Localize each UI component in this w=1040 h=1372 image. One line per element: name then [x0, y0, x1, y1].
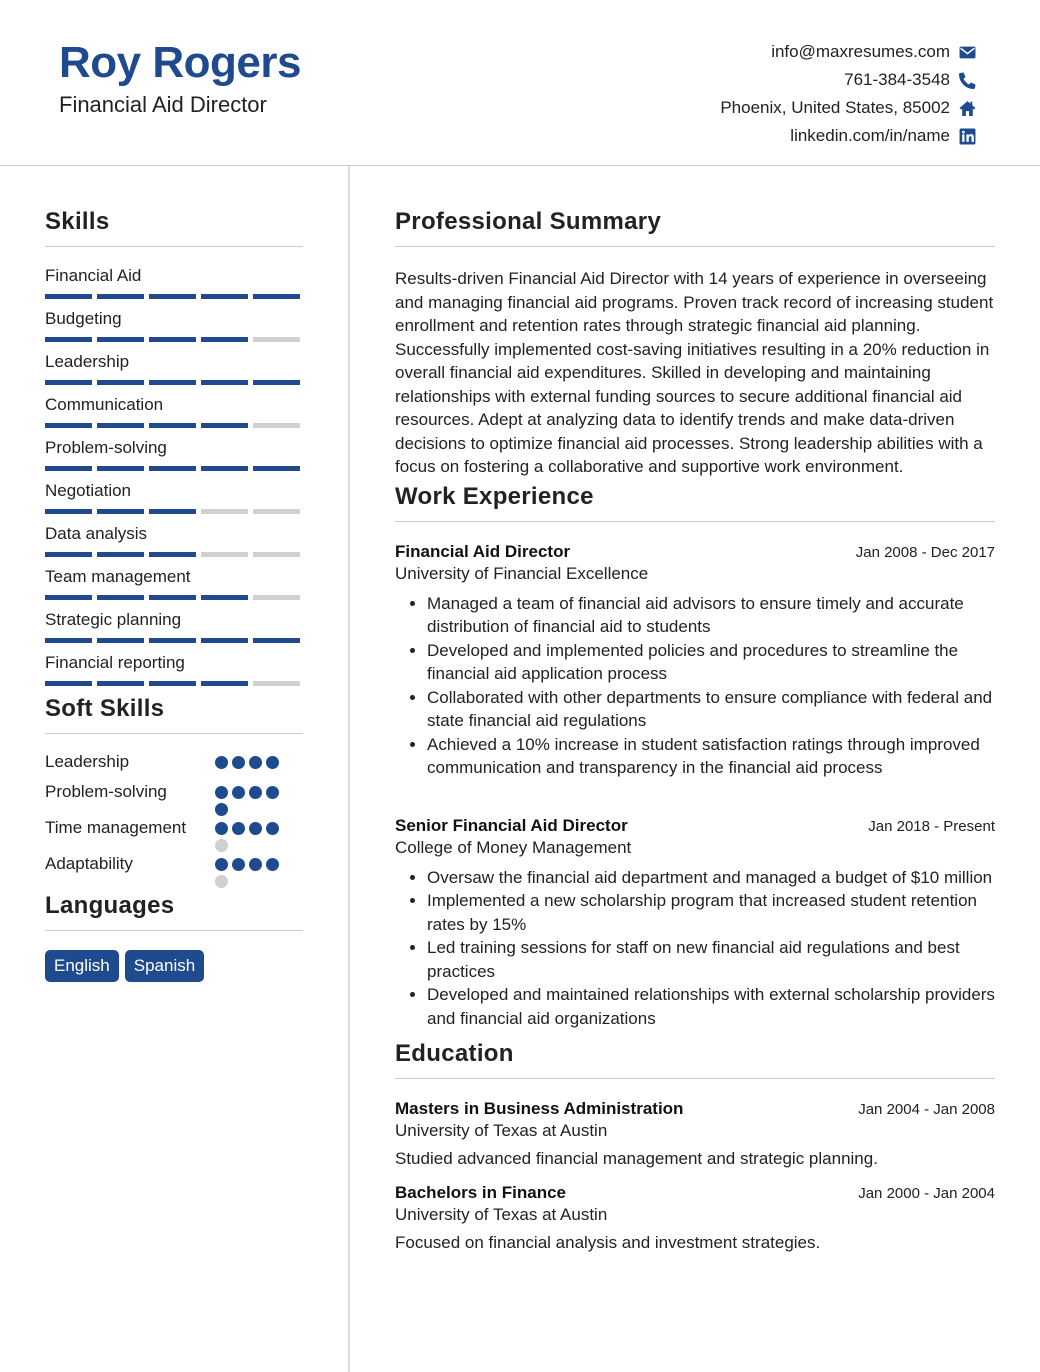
rating-dot — [215, 875, 228, 888]
education-description: Focused on financial analysis and investment strategies. — [395, 1233, 821, 1252]
envelope-icon — [958, 43, 976, 61]
rating-dot — [249, 822, 262, 835]
rating-dot — [249, 858, 262, 871]
skill-level-segment — [149, 337, 196, 342]
languages-list — [45, 950, 303, 982]
skill-level-bar — [45, 638, 303, 643]
skill-level-segment — [201, 638, 248, 643]
job-dates: Jan 2008 - Dec 2017 — [855, 543, 995, 561]
skill-level-segment — [149, 466, 196, 471]
skill-level-segment — [45, 552, 92, 557]
skill-level-segment — [45, 380, 92, 385]
rating-dot — [266, 822, 279, 835]
education-list — [395, 1099, 995, 1253]
skill-level-segment — [97, 681, 144, 686]
home-icon — [958, 99, 976, 117]
soft-skill-item — [45, 780, 303, 816]
skill-name: Negotiation — [45, 481, 132, 500]
job-header — [395, 542, 995, 562]
job-bullet: • Achieved a 10% increase in student satisfaction ratings through improved communication and transparency in the financial aid process — [427, 733, 995, 780]
skill-level-segment — [201, 423, 248, 428]
job-bullet: • Implemented a new scholarship program that increased student retention rates by 15% — [427, 889, 995, 936]
skill-level-segment — [201, 595, 248, 600]
job-bullet: • Led training sessions for staff on new financial aid regulations and best practices — [427, 936, 995, 983]
rating-dot — [215, 858, 228, 871]
rating-dot — [232, 822, 245, 835]
soft-skill-name: Time management — [45, 818, 187, 837]
language-badge: English — [45, 950, 119, 982]
rating-dot — [215, 822, 228, 835]
contact-linkedin[interactable] — [720, 122, 976, 150]
rating-dot — [232, 786, 245, 799]
linkedin-icon — [958, 127, 976, 145]
sidebar — [45, 208, 303, 982]
skill-level-segment — [97, 509, 144, 514]
job-entry — [395, 816, 995, 1031]
rating-dot — [215, 756, 228, 769]
soft-skill-item — [45, 750, 303, 780]
skill-level-segment — [201, 509, 248, 514]
soft-skill-rating — [215, 786, 287, 816]
skill-level-bar — [45, 466, 303, 471]
rating-dot — [215, 803, 228, 816]
job-role: Senior Financial Aid Director — [395, 815, 628, 835]
experience-list — [395, 542, 995, 1031]
contact-location-text: Phoenix, United States, 85002 — [720, 98, 950, 117]
skill-level-segment — [253, 509, 300, 514]
skill-level-segment — [201, 466, 248, 471]
skill-level-bar — [45, 337, 303, 342]
contact-linkedin-text: linkedin.com/in/name — [790, 126, 950, 145]
rating-dot — [232, 756, 245, 769]
skill-name: Leadership — [45, 352, 130, 371]
skill-level-segment — [97, 552, 144, 557]
job-bullet: • Managed a team of financial aid advisors to ensure timely and accurate distribution of financial aid to students — [427, 592, 995, 639]
soft-skills-list — [45, 750, 303, 888]
job-organization: University of Financial Excellence — [395, 563, 649, 583]
education-description: Studied advanced financial management and strategic planning. — [395, 1149, 878, 1168]
skill-item — [45, 652, 303, 695]
skill-level-segment — [97, 294, 144, 299]
skill-item — [45, 480, 303, 523]
soft-skill-rating — [215, 858, 287, 888]
skill-level-segment — [45, 423, 92, 428]
skill-level-bar — [45, 552, 303, 557]
skill-level-segment — [149, 681, 196, 686]
rating-dot — [215, 786, 228, 799]
skill-level-segment — [45, 595, 92, 600]
summary-heading: Professional Summary — [395, 208, 995, 247]
skill-level-segment — [253, 681, 300, 686]
skill-level-segment — [253, 337, 300, 342]
contact-location — [720, 94, 976, 122]
skill-level-segment — [45, 638, 92, 643]
skill-name: Financial Aid — [45, 266, 142, 285]
skill-name: Strategic planning — [45, 610, 182, 629]
job-dates: Jan 2018 - Present — [868, 817, 995, 835]
skill-level-segment — [201, 380, 248, 385]
skill-level-segment — [149, 552, 196, 557]
skill-level-bar — [45, 681, 303, 686]
contact-email-text: info@maxresumes.com — [771, 42, 950, 61]
education-heading: Education — [395, 1040, 995, 1079]
skill-name: Financial reporting — [45, 653, 185, 672]
skill-level-segment — [253, 552, 300, 557]
skill-level-segment — [97, 466, 144, 471]
skill-item — [45, 437, 303, 480]
job-entry — [395, 542, 995, 780]
skill-level-segment — [149, 380, 196, 385]
skills-heading: Skills — [45, 208, 303, 247]
skill-level-bar — [45, 509, 303, 514]
job-header — [395, 816, 995, 836]
soft-skill-item — [45, 852, 303, 888]
skill-level-segment — [149, 638, 196, 643]
job-organization: College of Money Management — [395, 837, 632, 857]
skills-list — [45, 265, 303, 695]
skill-level-bar — [45, 423, 303, 428]
contact-email[interactable] — [720, 38, 976, 66]
contact-phone[interactable] — [720, 66, 976, 94]
skill-name: Budgeting — [45, 309, 122, 328]
skill-item — [45, 566, 303, 609]
education-dates: Jan 2000 - Jan 2004 — [858, 1185, 995, 1202]
education-school: University of Texas at Austin — [395, 1205, 608, 1224]
skill-level-segment — [253, 380, 300, 385]
skill-level-segment — [45, 681, 92, 686]
skill-level-bar — [45, 595, 303, 600]
education-degree: Masters in Business Administration — [395, 1099, 684, 1118]
skill-level-segment — [253, 638, 300, 643]
skill-level-segment — [45, 294, 92, 299]
main-content — [395, 208, 995, 1253]
soft-skills-heading: Soft Skills — [45, 695, 303, 734]
contact-phone-text: 761-384-3548 — [844, 70, 950, 89]
education-school: University of Texas at Austin — [395, 1121, 608, 1140]
phone-icon — [958, 71, 976, 89]
education-degree: Bachelors in Finance — [395, 1183, 566, 1202]
education-entry — [395, 1183, 995, 1253]
skill-item — [45, 394, 303, 437]
skill-level-segment — [45, 337, 92, 342]
job-bullet: • Developed and maintained relationships with external scholarship providers and financial aid organizations — [427, 983, 995, 1030]
contact-info — [720, 38, 976, 150]
candidate-title: Financial Aid Director — [59, 92, 267, 117]
languages-heading: Languages — [45, 892, 303, 931]
job-bullets — [395, 866, 995, 1031]
job-role: Financial Aid Director — [395, 541, 571, 561]
skill-level-segment — [45, 466, 92, 471]
skill-level-segment — [97, 380, 144, 385]
skill-item — [45, 308, 303, 351]
rating-dot — [266, 756, 279, 769]
skill-level-segment — [45, 509, 92, 514]
rating-dot — [232, 858, 245, 871]
soft-skill-rating — [215, 822, 287, 852]
skill-level-segment — [201, 681, 248, 686]
job-bullets — [395, 592, 995, 780]
job-bullet: • Collaborated with other departments to ensure compliance with federal and state financial aid regulations — [427, 686, 995, 733]
education-header — [395, 1183, 995, 1203]
skill-name: Team management — [45, 567, 191, 586]
skill-level-bar — [45, 294, 303, 299]
skill-item — [45, 523, 303, 566]
skill-level-segment — [149, 423, 196, 428]
skill-level-segment — [201, 294, 248, 299]
skill-level-segment — [253, 294, 300, 299]
skill-level-segment — [253, 466, 300, 471]
education-entry — [395, 1099, 995, 1169]
column-divider — [348, 166, 350, 1372]
skill-level-segment — [201, 552, 248, 557]
experience-heading: Work Experience — [395, 483, 995, 522]
soft-skill-name: Leadership — [45, 752, 130, 771]
rating-dot — [266, 786, 279, 799]
skill-item — [45, 609, 303, 652]
skill-level-segment — [201, 337, 248, 342]
resume-header — [0, 0, 1040, 166]
skill-level-segment — [149, 294, 196, 299]
rating-dot — [249, 756, 262, 769]
skill-level-segment — [149, 509, 196, 514]
rating-dot — [215, 839, 228, 852]
education-dates: Jan 2004 - Jan 2008 — [858, 1101, 995, 1118]
skill-level-segment — [253, 423, 300, 428]
skill-item — [45, 265, 303, 308]
education-header — [395, 1099, 995, 1119]
soft-skill-rating — [215, 756, 287, 769]
skill-level-bar — [45, 380, 303, 385]
skill-level-segment — [97, 337, 144, 342]
skill-level-segment — [97, 638, 144, 643]
soft-skill-name: Adaptability — [45, 854, 133, 873]
language-badge: Spanish — [125, 950, 204, 982]
rating-dot — [249, 786, 262, 799]
summary-text: Results-driven Financial Aid Director with 14 years of experience in overseeing and managing financial aid programs. Proven track record of increasing student enrollment and retention rates through strategic financial aid planning. Successfully implemented cost-saving initiatives resulting in a 20% reduction in overall financial aid expenditures. Skilled in developing and maintaining relationships with external funding sources to secure additional financial aid resources. Adept at analyzing data to identify trends and make data-driven decisions to optimize financial aid processes. Strong leadership abilities with a focus on fostering a collaborative and supportive work environment. — [395, 269, 994, 476]
soft-skill-name: Problem-solving — [45, 782, 167, 801]
job-bullet: • Developed and implemented policies and procedures to streamline the financial aid application process — [427, 639, 995, 686]
skill-level-segment — [149, 595, 196, 600]
skill-name: Data analysis — [45, 524, 148, 543]
soft-skill-item — [45, 816, 303, 852]
skill-name: Problem-solving — [45, 438, 167, 457]
skill-level-segment — [253, 595, 300, 600]
skill-level-segment — [97, 595, 144, 600]
candidate-name: Roy Rogers — [59, 38, 301, 87]
job-bullet: • Oversaw the financial aid department and managed a budget of $10 million — [427, 866, 995, 890]
rating-dot — [266, 858, 279, 871]
skill-item — [45, 351, 303, 394]
skill-level-segment — [97, 423, 144, 428]
skill-name: Communication — [45, 395, 164, 414]
